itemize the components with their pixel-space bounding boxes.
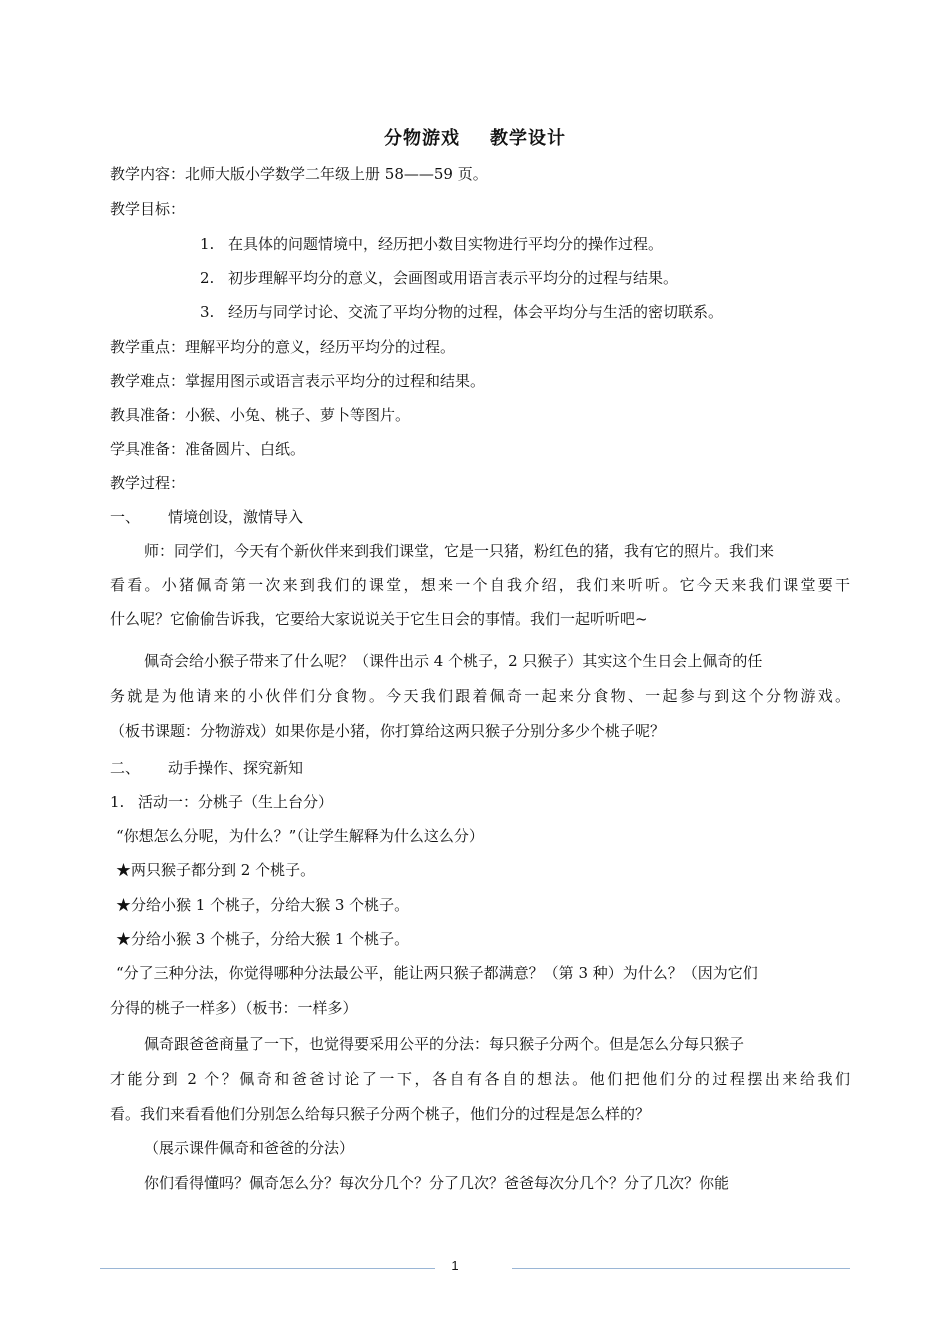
star-item: ★两只猴子都分到 2 个桃子。: [116, 861, 316, 879]
paragraph-line: （板书课题：分物游戏）如果你是小猪，你打算给这两只猴子分别分多少个桃子呢？: [110, 722, 666, 740]
section-mark: 一、: [110, 508, 141, 526]
paragraph-line: 你们看得懂吗？佩奇怎么分？每次分几个？分了几次？爸爸每次分几个？分了几次？你能: [144, 1174, 730, 1192]
paragraph-line: 什么呢？它偷偷告诉我，它要给大家说说关于它生日会的事情。我们一起听听吧~: [110, 610, 648, 628]
title-part1: 分物游戏: [384, 128, 460, 149]
process-label: 教学过程：: [110, 474, 186, 492]
objective-number: 3.: [200, 303, 215, 321]
objective-item: [200, 232, 940, 256]
courseware-note: （展示课件佩奇和爸爸的分法）: [144, 1139, 355, 1157]
footer-rule-right: [512, 1268, 850, 1269]
star-item: ★分给小猴 1 个桃子，分给大猴 3 个桃子。: [116, 896, 410, 914]
objectives-label: 教学目标：: [110, 200, 186, 218]
difficulty: 教学难点：掌握用图示或语言表示平均分的过程和结果。: [110, 372, 486, 390]
paragraph-line: 务就是为他请来的小伙伴们分食物。今天我们跟着佩奇一起来分食物、一起参与到这个分物游戏。: [110, 687, 850, 705]
section-heading: [110, 756, 850, 780]
paragraph-line: 才能分到 2 个？佩奇和爸爸讨论了一下，各自有各自的想法。他们把他们分的过程摆出来给我们: [110, 1070, 850, 1088]
section-title: 动手操作、探究新知: [168, 759, 304, 777]
objective-item: [200, 300, 940, 324]
objective-item: [200, 266, 940, 290]
key-point: 教学重点：理解平均分的意义，经历平均分的过程。: [110, 338, 456, 356]
objective-number: 1.: [200, 235, 215, 253]
paragraph-line: 看看。小猪佩奇第一次来到我们的课堂，想来一个自我介绍，我们来听听。它今天来我们课堂要干: [110, 576, 850, 594]
section-heading: [110, 505, 850, 529]
teacher-materials: 教具准备：小猴、小兔、桃子、萝卜等图片。: [110, 406, 411, 424]
objective-text: 在具体的问题情境中，经历把小数目实物进行平均分的操作过程。: [228, 235, 664, 253]
footer-rule-left: [100, 1268, 435, 1269]
activity-number: 1.: [110, 793, 125, 811]
activity-title: 活动一：分桃子（生上台分）: [138, 793, 334, 811]
objective-text: 初步理解平均分的意义，会画图或用语言表示平均分的过程与结果。: [228, 269, 679, 287]
question-line: 分得的桃子一样多）（板书：一样多）: [110, 999, 358, 1017]
title-part2: 教学设计: [490, 128, 566, 149]
document-title: [0, 124, 950, 150]
activity-heading: [110, 790, 850, 814]
paragraph-line: 佩奇会给小猴子带来了什么呢？（课件出示 4 个桃子，2 只猴子）其实这个生日会上佩奇的任: [144, 652, 763, 670]
star-item: ★分给小猴 3 个桃子，分给大猴 1 个桃子。: [116, 930, 410, 948]
section-mark: 二、: [110, 759, 141, 777]
question-line: “分了三种分法，你觉得哪种分法最公平，能让两只猴子都满意？（第 3 种）为什么？（因为它们: [116, 964, 758, 982]
paragraph-line: 师：同学们，今天有个新伙伴来到我们课堂，它是一只猪，粉红色的猪，我有它的照片。我们来: [144, 542, 775, 560]
section-title: 情境创设，激情导入: [168, 508, 304, 526]
paragraph-line: 看。我们来看看他们分别怎么给每只猴子分两个桃子，他们分的过程是怎么样的？: [110, 1105, 651, 1123]
student-materials: 学具准备：准备圆片、白纸。: [110, 440, 306, 458]
objective-number: 2.: [200, 269, 215, 287]
teaching-content: 教学内容：北师大版小学数学二年级上册 58——59 页。: [110, 165, 488, 183]
question-line: “你想怎么分呢，为什么？”（让学生解释为什么这么分）: [116, 827, 484, 845]
objective-text: 经历与同学讨论、交流了平均分物的过程，体会平均分与生活的密切联系。: [228, 303, 724, 321]
paragraph-line: 佩奇跟爸爸商量了一下，也觉得要采用公平的分法：每只猴子分两个。但是怎么分每只猴子: [144, 1035, 745, 1053]
page-number: 1: [451, 1258, 459, 1273]
